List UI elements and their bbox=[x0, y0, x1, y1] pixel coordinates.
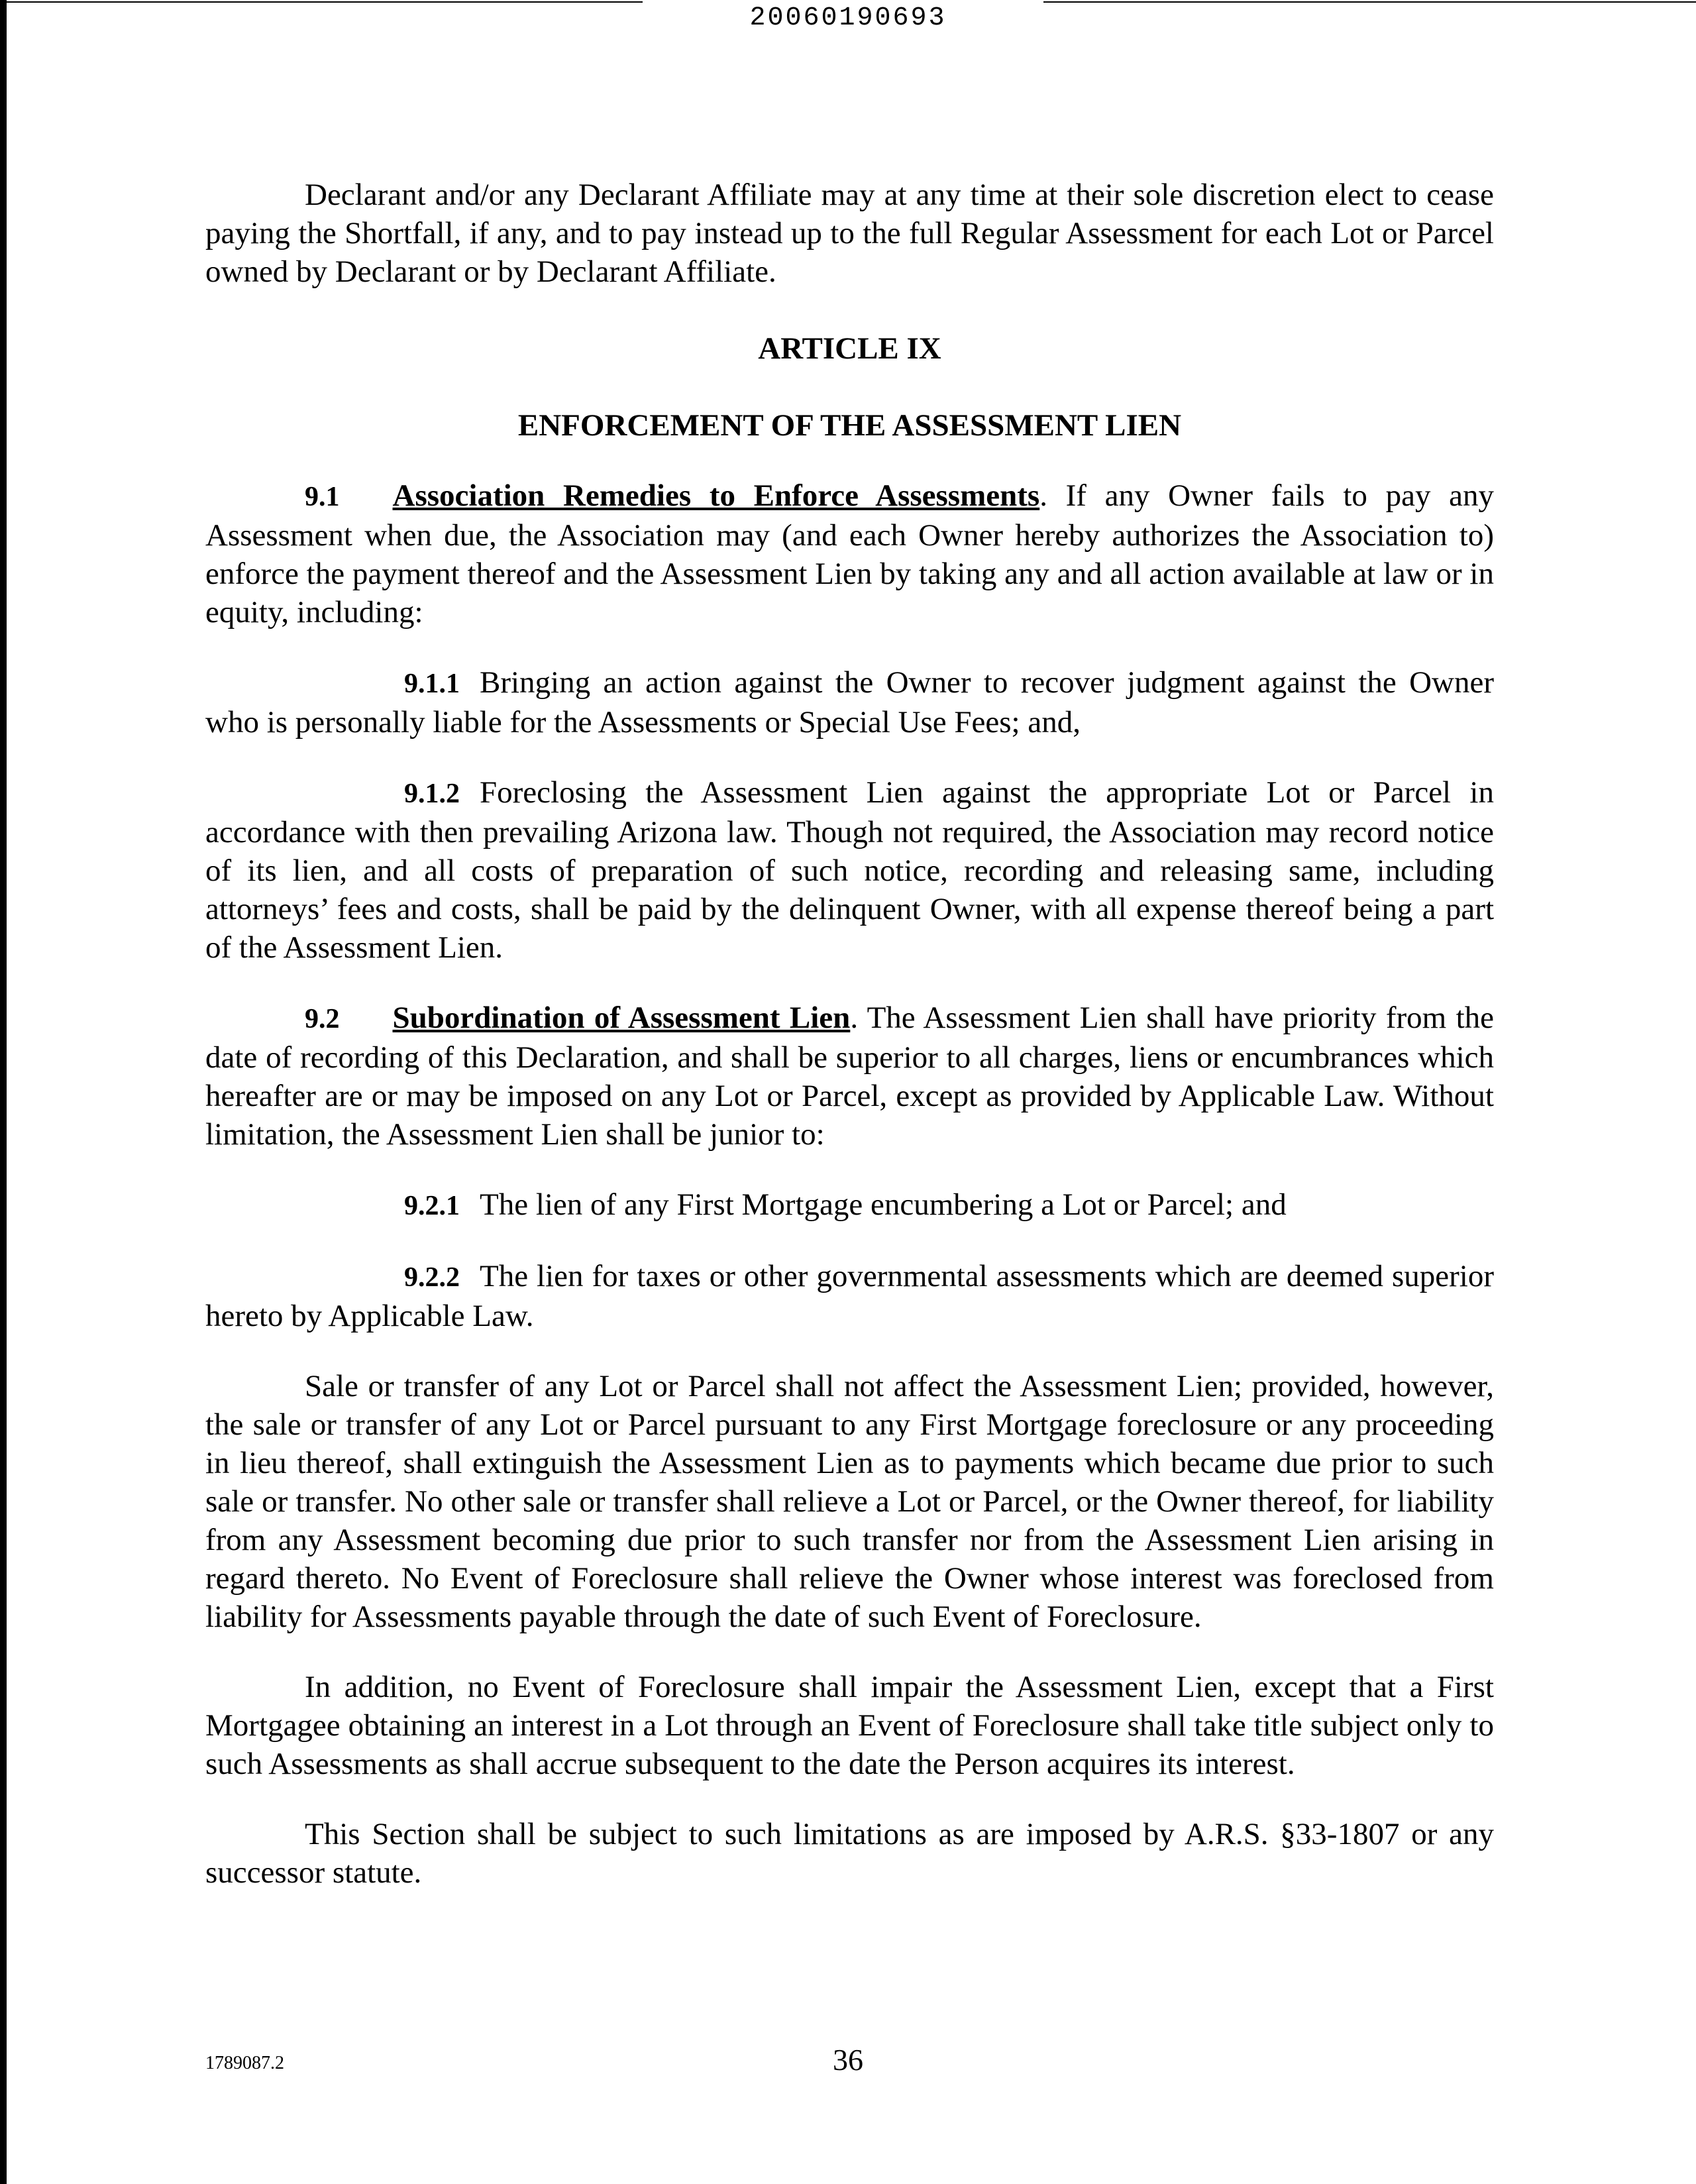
article-title: ENFORCEMENT OF THE ASSESSMENT LIEN bbox=[517, 408, 1182, 443]
section-number: 9.2 bbox=[305, 1004, 340, 1034]
section-text: Bringing an action against the Owner to recover judgment against the Owner who is personally liable for the Assessments or Special Use Fees; and, bbox=[205, 665, 1494, 739]
paragraph-sale-transfer: Sale or transfer of any Lot or Parcel shall not affect the Assessment Lien; provided, however, the sale or transfer of any Lot or Parcel pursuant to any First Mortgage foreclosure or any proceeding in lieu thereof, shall extinguish the Assessment Lien as to payments which became due prior to such sale or transfer. No other sale or transfer shall relieve a Lot or Parcel, or the Owner thereof, for liability from any Assessment becoming due prior to such transfer nor from the Assessment Lien arising in regard thereto. No Event of Foreclosure shall relieve the Owner whose interest was foreclosed from liability for Assessments payable through the date of such Event of Foreclosure. bbox=[205, 1369, 1494, 1634]
page-body bbox=[205, 176, 1494, 1892]
section-9-1-2 bbox=[205, 773, 1494, 967]
scan-border bbox=[0, 0, 7, 2184]
section-text: The lien of any First Mortgage encumbering a Lot or Parcel; and bbox=[480, 1187, 1287, 1222]
header-rule-left bbox=[0, 1, 643, 3]
section-text: . The Assessment Lien shall have priority from the date of recording of this Declaration, and shall be superior to all charges, liens or encumbrances which hereafter are or may be imposed on any Lot or Parcel, except as provided by Applicable Law. Without limitation, the Assessment Lien shall be junior to: bbox=[205, 1001, 1494, 1152]
section-text: The lien for taxes or other governmental assessments which are deemed superior hereto by Applicable Law. bbox=[205, 1259, 1494, 1333]
section-number: 9.1.1 bbox=[404, 669, 460, 699]
section-number: 9.1.2 bbox=[404, 779, 460, 809]
section-text: Foreclosing the Assessment Lien against the appropriate Lot or Parcel in accordance with then prevailing Arizona law. Though not required, the Association may record notice of its lien, and all costs of preparation of such notice, recording and releasing same, including attorneys’ fees and costs, shall be paid by the delinquent Owner, with all expense thereof being a part of the Assessment Lien. bbox=[205, 775, 1494, 965]
section-heading: Association Remedies to Enforce Assessments bbox=[392, 478, 1040, 513]
article-number: ARTICLE IX bbox=[758, 331, 941, 366]
section-number: 9.2.1 bbox=[404, 1191, 460, 1221]
section-9-1-1 bbox=[205, 663, 1494, 741]
section-number: 9.2.2 bbox=[404, 1262, 460, 1293]
footer-document-id: 1789087.2 bbox=[205, 2053, 284, 2073]
section-9-1 bbox=[205, 476, 1494, 631]
section-9-2-2 bbox=[205, 1257, 1494, 1335]
section-9-2-1 bbox=[205, 1185, 1494, 1225]
section-text: . If any Owner fails to pay any Assessment when due, the Association may (and each Owner hereby authorizes the Association to) enforce the payment thereof and the Assessment Lien by taking any and all action available at law or in equity, including: bbox=[205, 478, 1494, 629]
footer-page-number: 36 bbox=[833, 2043, 863, 2077]
section-9-2 bbox=[205, 999, 1494, 1154]
intro-paragraph: Declarant and/or any Declarant Affiliate may at any time at their sole discretion elect to cease paying the Shortfall, if any, and to pay instead up to the full Regular Assessment for each Lot or Parcel owned by Declarant or by Declarant Affiliate. bbox=[205, 178, 1494, 289]
header-rule-right bbox=[1043, 1, 1696, 3]
document-number: 20060190693 bbox=[749, 3, 947, 33]
paragraph-section-limitations: This Section shall be subject to such limitations as are imposed by A.R.S. §33-1807 or any successor statute. bbox=[205, 1817, 1494, 1890]
section-number: 9.1 bbox=[305, 482, 340, 512]
paragraph-in-addition: In addition, no Event of Foreclosure shall impair the Assessment Lien, except that a First Mortgagee obtaining an interest in a Lot through an Event of Foreclosure shall take title subject only to such Assessments as shall accrue subsequent to the date the Person acquires its interest. bbox=[205, 1670, 1494, 1781]
section-heading: Subordination of Assessment Lien bbox=[392, 1001, 851, 1035]
